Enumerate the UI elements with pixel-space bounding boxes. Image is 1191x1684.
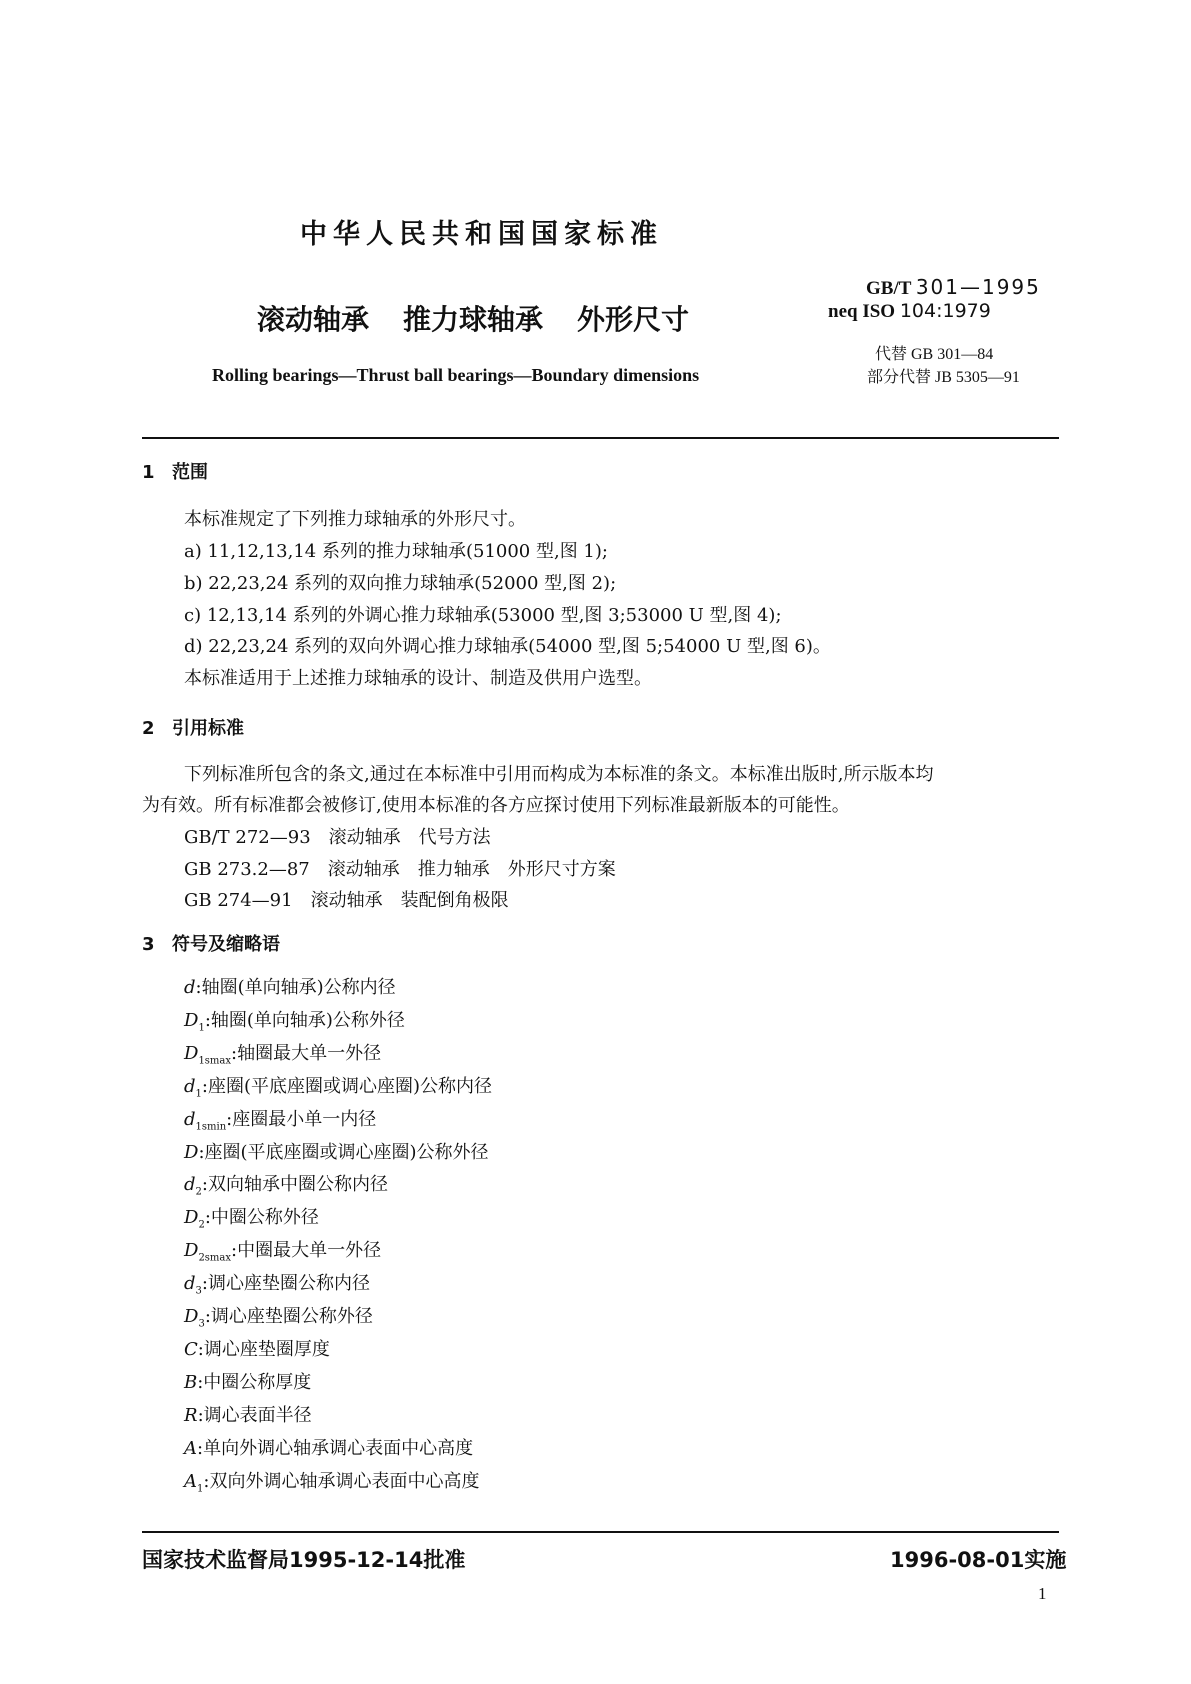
- symbol-definition: [184, 1039, 381, 1067]
- iso-prefix: neq ISO: [828, 301, 896, 322]
- symbol-description: :双向轴承中圈公称内径: [201, 1174, 388, 1195]
- section-2-paragraph-line-1: 下列标准所包含的条文,通过在本标准中引用而构成为本标准的条文。本标准出版时,所示版本均: [184, 764, 934, 785]
- symbol-description: :座圈(平底座圈或调心座圈)公称外径: [198, 1142, 489, 1163]
- symbol-description: :座圈(平底座圈或调心座圈)公称内径: [201, 1076, 493, 1097]
- symbol-subscript: 1smin: [195, 1121, 227, 1133]
- symbol-subscript: 1: [197, 1483, 204, 1495]
- symbol-definition: [184, 1072, 492, 1100]
- section-number: 2: [142, 718, 155, 739]
- title-part-2: 推力球轴承: [403, 303, 544, 336]
- code-prefix: GB/T: [866, 278, 912, 299]
- section-1-intro: 本标准规定了下列推力球轴承的外形尺寸。: [184, 509, 526, 530]
- chinese-title: [257, 298, 723, 338]
- scope-item: d) 22,23,24 系列的双向外调心推力球轴承(54000 型,图 5;54000 U 型,图 6)。: [184, 636, 831, 657]
- symbol-description: :双向外调心轴承调心表面中心高度: [203, 1471, 480, 1492]
- symbol-definition: [184, 1170, 388, 1198]
- reference-standard: GB/T 272—93 滚动轴承 代号方法: [184, 827, 491, 848]
- iso-equivalence: [828, 300, 991, 323]
- section-title: 范围: [172, 462, 208, 483]
- symbol-description: :调心座垫圈公称外径: [204, 1306, 373, 1327]
- iso-number: 104:1979: [899, 300, 991, 322]
- scope-item: a) 11,12,13,14 系列的推力球轴承(51000 型,图 1);: [184, 541, 608, 562]
- symbol-definition: [184, 1335, 330, 1361]
- symbol-subscript: 3: [195, 1285, 202, 1297]
- symbol-description: :座圈最小单一内径: [226, 1109, 377, 1130]
- symbol-description: :轴圈(单向轴承)公称外径: [204, 1010, 405, 1031]
- symbol-letter: D: [184, 1142, 199, 1163]
- symbol-letter: D: [184, 1240, 199, 1261]
- section-1-heading: [142, 458, 208, 484]
- scope-item: c) 12,13,14 系列的外调心推力球轴承(53000 型,图 3;53000 U 型,图 4);: [184, 605, 782, 626]
- code-number: 301—1995: [915, 275, 1041, 299]
- symbol-letter: B: [184, 1372, 198, 1393]
- section-title: 引用标准: [172, 718, 244, 739]
- symbol-letter: d: [184, 977, 196, 998]
- effective-date: 1996-08-01实施: [890, 1548, 1067, 1572]
- symbol-description: :调心表面半径: [197, 1405, 312, 1426]
- symbol-definition: [184, 1434, 473, 1460]
- symbol-definition: [184, 1006, 405, 1034]
- scope-item: b) 22,23,24 系列的双向推力球轴承(52000 型,图 2);: [184, 573, 617, 594]
- symbol-letter: A: [184, 1438, 197, 1459]
- title-part-3: 外形尺寸: [577, 303, 690, 336]
- section-title: 符号及缩略语: [172, 934, 280, 955]
- footer-divider: [142, 1531, 1059, 1533]
- replaces-note: 代替 GB 301—84: [875, 346, 994, 363]
- symbol-definition: [184, 1105, 376, 1133]
- section-number: 3: [142, 934, 155, 955]
- symbol-definition: [184, 1368, 311, 1394]
- symbol-description: :调心座垫圈厚度: [197, 1339, 330, 1360]
- section-2-heading: [142, 714, 244, 740]
- symbol-subscript: 2: [195, 1186, 202, 1198]
- symbol-letter: D: [184, 1010, 199, 1031]
- symbol-description: :轴圈最大单一外径: [231, 1043, 382, 1064]
- symbol-subscript: 2: [198, 1219, 205, 1231]
- section-1-closing: 本标准适用于上述推力球轴承的设计、制造及供用户选型。: [184, 668, 652, 689]
- symbol-letter: d: [184, 1174, 196, 1195]
- symbol-description: :单向外调心轴承调心表面中心高度: [197, 1438, 474, 1459]
- symbol-definition: [184, 1203, 319, 1231]
- symbol-description: :轴圈(单向轴承)公称内径: [195, 977, 396, 998]
- symbol-letter: D: [184, 1306, 199, 1327]
- symbol-letter: R: [184, 1405, 198, 1426]
- symbol-subscript: 1: [198, 1022, 205, 1034]
- symbol-description: :中圈最大单一外径: [231, 1240, 382, 1261]
- reference-standard: GB 273.2—87 滚动轴承 推力轴承 外形尺寸方案: [184, 859, 616, 880]
- title-part-1: 滚动轴承: [257, 303, 370, 336]
- header-divider: [142, 437, 1059, 439]
- approval-line: 国家技术监督局1995-12-14批准: [142, 1548, 466, 1572]
- symbol-letter: d: [184, 1273, 196, 1294]
- symbol-letter: d: [184, 1109, 196, 1130]
- symbol-definition: [184, 1236, 381, 1264]
- section-number: 1: [142, 462, 155, 483]
- symbol-letter: C: [184, 1339, 198, 1360]
- reference-standard: GB 274—91 滚动轴承 装配倒角极限: [184, 890, 509, 911]
- section-3-heading: [142, 930, 280, 956]
- partially-replaces-note: 部分代替 JB 5305—91: [867, 369, 1020, 386]
- symbol-definition: [184, 1401, 312, 1427]
- symbol-definition: [184, 973, 396, 999]
- symbol-definition: [184, 1269, 370, 1297]
- symbol-description: :中圈公称外径: [204, 1207, 319, 1228]
- symbol-letter: D: [184, 1043, 199, 1064]
- symbol-subscript: 1smax: [198, 1055, 232, 1067]
- symbol-description: :调心座垫圈公称内径: [201, 1273, 370, 1294]
- symbol-letter: A: [184, 1471, 197, 1492]
- symbol-definition: [184, 1138, 489, 1164]
- symbol-definition: [184, 1467, 479, 1495]
- symbol-subscript: 2smax: [198, 1252, 232, 1264]
- symbol-letter: D: [184, 1207, 199, 1228]
- symbol-subscript: 3: [198, 1318, 205, 1330]
- symbol-description: :中圈公称厚度: [197, 1372, 312, 1393]
- symbol-subscript: 1: [195, 1088, 202, 1100]
- english-title: Rolling bearings—Thrust ball bearings—Boundary dimensions: [212, 365, 700, 385]
- symbol-letter: d: [184, 1076, 196, 1097]
- page-number: 1: [1038, 1584, 1047, 1603]
- section-2-paragraph-line-2: 为有效。所有标准都会被修订,使用本标准的各方应探讨使用下列标准最新版本的可能性。: [142, 795, 850, 816]
- national-standard-heading: 中华人民共和国国家标准: [300, 219, 663, 250]
- symbol-definition: [184, 1302, 373, 1330]
- standard-code: [866, 275, 1041, 300]
